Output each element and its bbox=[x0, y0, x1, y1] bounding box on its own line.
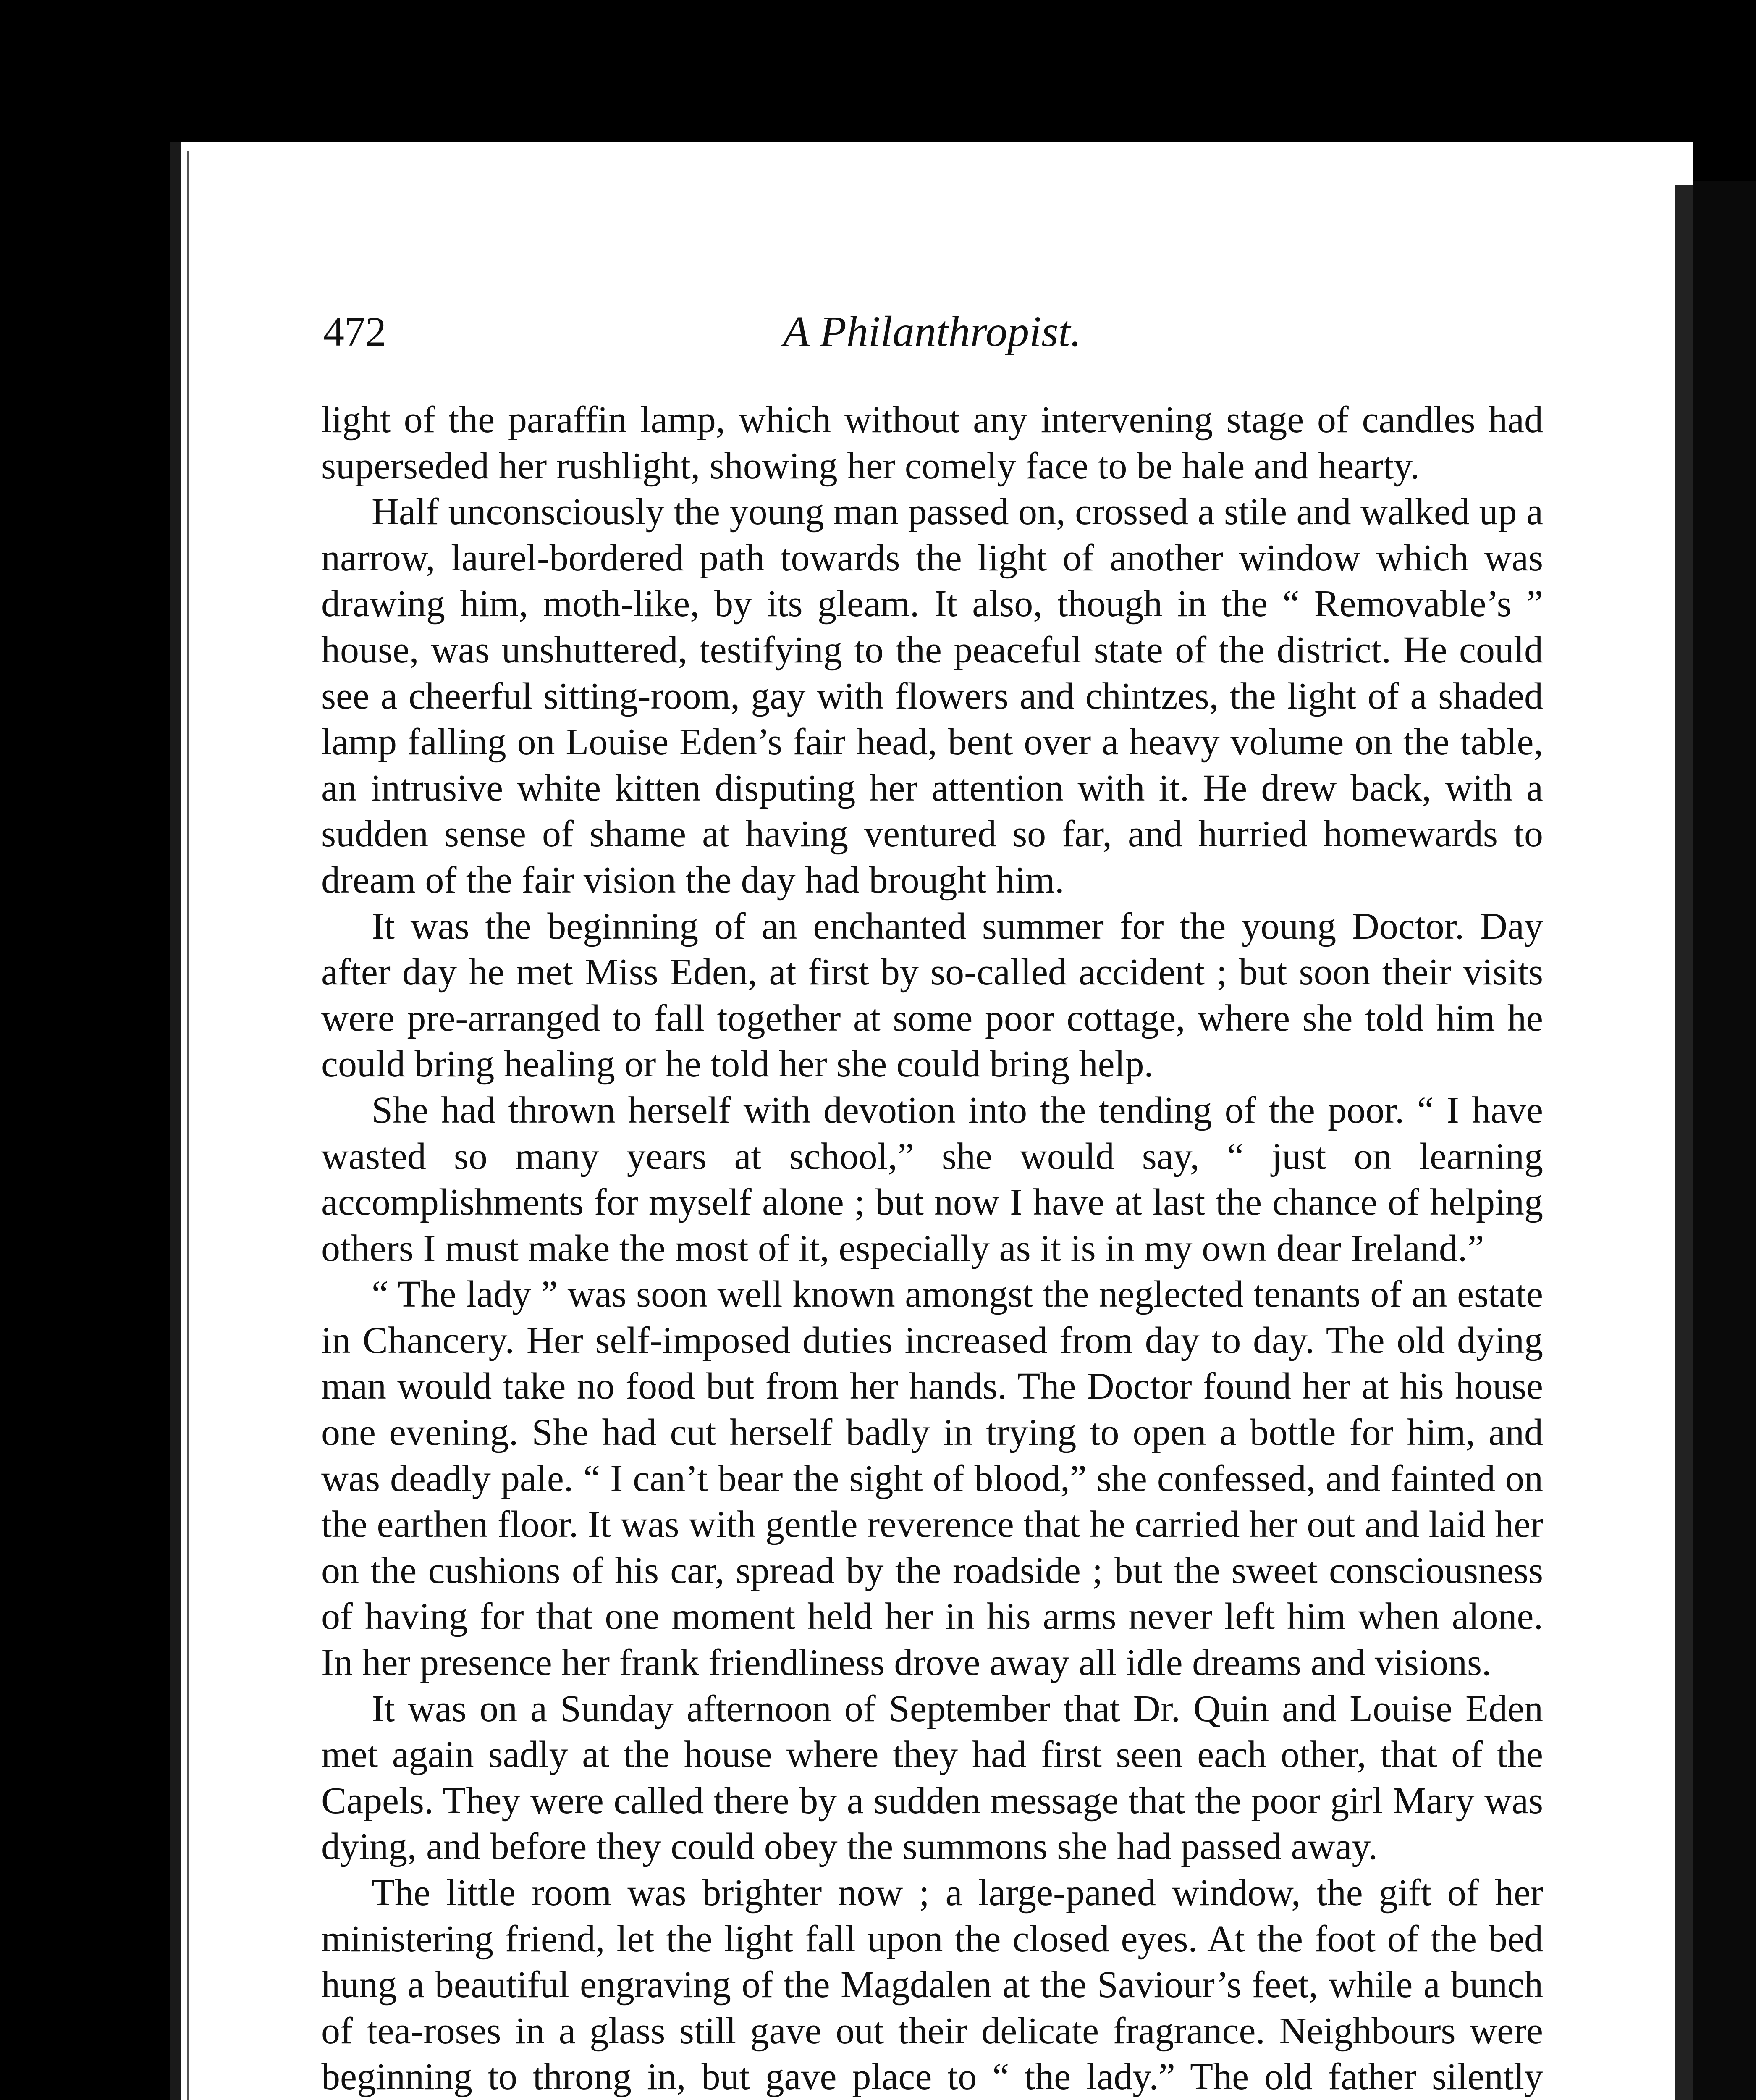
page-binding-edge bbox=[170, 142, 181, 2100]
page-right-edge bbox=[1675, 185, 1693, 2100]
paragraph: The little room was brighter now ; a large-paned window, the gift of her ministering friend, let the light fall upon the closed eyes. At the foot of the bed hung a beautiful engraving of the Magdalen at the Saviour’s feet, while a bunch of tea-roses in a glass still gave out their delicate fragrance. Neighbours were beginning to throng in, but gave place to “ the lady.” The old father silently bbox=[321, 1872, 1543, 2098]
adjacent-page-strip bbox=[1693, 181, 1756, 2100]
page-binding-line bbox=[187, 151, 189, 2100]
paragraph: It was the beginning of an enchanted summer for the young Doctor. Day after day he met Miss Eden, at first by so-called accident ; but soon their visits were pre-arranged to fall together at some poor cottage, where she told him he could bring healing or he told her she could bring help. bbox=[321, 905, 1543, 1085]
paragraph: light of the paraffin lamp, which without any intervening stage of candles had superseded her rushlight, showing her comely face to be hale and hearty. bbox=[321, 399, 1543, 487]
running-title: A Philanthropist. bbox=[783, 307, 1082, 356]
page-body bbox=[321, 397, 1543, 2100]
page-header bbox=[323, 302, 1541, 361]
page-number: 472 bbox=[323, 308, 386, 355]
paragraph: It was on a Sunday afternoon of September that Dr. Quin and Louise Eden met again sadly at the house where they had first seen each other, that of the Capels. They were called there by a sudden message that the poor girl Mary was dying, and before they could obey the summons she had passed away. bbox=[321, 1688, 1543, 1868]
paragraph: Half unconsciously the young man passed on, crossed a stile and walked up a narrow, laurel-bordered path towards the light of another window which was drawing him, moth-like, by its gleam. It also, though in the “ Removable’s ” house, was unshuttered, testifying to the peaceful state of the district. He could see a cheerful sitting-room, gay with flowers and chintzes, the light of a shaded lamp falling on Louise Eden’s fair head, bent over a heavy volume on the table, an intrusive white kitten disputing her attention with it. He drew back, with a sudden sense of shame at having ventured so far, and hurried homewards to dream of the fair vision the day had brought him. bbox=[321, 491, 1543, 901]
paragraph: “ The lady ” was soon well known amongst the neglected tenants of an estate in Chancery. Her self-imposed duties increased from day to day. The old dying man would take no food but from her hands. The Doctor found her at his house one evening. She had cut herself badly in trying to open a bottle for him, and was deadly pale. “ I can’t bear the sight of blood,” she confessed, and fainted on the earthen floor. It was with gentle reverence that he carried her out and laid her on the cushions of his car, spread by the roadside ; but the sweet consciousness of having for that one moment held her in his arms never left him when alone. In her presence her frank friendliness drove away all idle dreams and visions. bbox=[321, 1273, 1543, 1684]
paragraph: She had thrown herself with devotion into the tending of the poor. “ I have wasted so many years at school,” she would say, “ just on learning accomplishments for myself alone ; but now I have at last the chance of helping others I must make the most of it, especially as it is in my own dear Ireland.” bbox=[321, 1089, 1543, 1269]
